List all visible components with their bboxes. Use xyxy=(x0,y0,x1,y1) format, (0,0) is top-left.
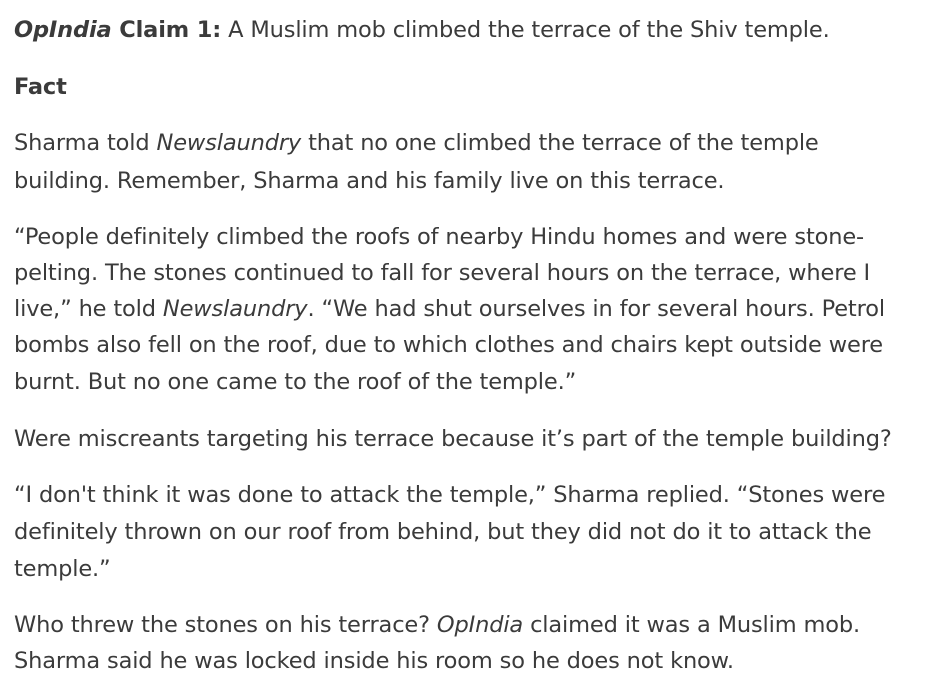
paragraph-4-line-2: definitely thrown on our roof from behind, but they did not do it to attack the xyxy=(14,519,872,545)
claim-label: Claim 1: xyxy=(111,17,222,43)
paragraph-2-line-1: “People definitely climbed the roofs of nearby Hindu homes and were stone- xyxy=(14,224,864,250)
paragraph-2-line-3 xyxy=(14,294,885,324)
publication-name: OpIndia xyxy=(436,612,524,638)
text-span: . “We had shut ourselves in for several hours. Petrol xyxy=(307,296,885,322)
paragraph-2-line-4: bombs also fell on the roof, due to which clothes and chairs kept outside were xyxy=(14,332,883,358)
publication-name: Newslaundry xyxy=(162,296,308,322)
paragraph-2-line-5: burnt. But no one came to the roof of the temple.” xyxy=(14,369,577,395)
paragraph-5-line-2: Sharma said he was locked inside his room so he does not know. xyxy=(14,648,734,674)
text-span: Sharma told xyxy=(14,130,157,156)
paragraph-2-line-2: pelting. The stones continued to fall for several hours on the terrace, where I xyxy=(14,260,870,286)
text-span: Who threw the stones on his terrace? xyxy=(14,612,437,638)
text-span: that no one climbed the terrace of the temple xyxy=(301,130,819,156)
fact-heading: Fact xyxy=(14,74,67,100)
paragraph-3-line-1: Were miscreants targeting his terrace because it’s part of the temple building? xyxy=(14,426,892,452)
paragraph-5-line-1 xyxy=(14,610,860,640)
paragraph-1-line-2: building. Remember, Sharma and his family live on this terrace. xyxy=(14,168,725,194)
paragraph-4-line-3: temple.” xyxy=(14,556,111,582)
claim-source: OpIndia xyxy=(14,17,112,43)
publication-name: Newslaundry xyxy=(156,130,302,156)
paragraph-4-line-1: “I don't think it was done to attack the temple,” Sharma replied. “Stones were xyxy=(14,482,886,508)
paragraph-1-line-1 xyxy=(14,128,819,158)
text-span: claimed it was a Muslim mob. xyxy=(523,612,861,638)
claim-text: A Muslim mob climbed the terrace of the Shiv temple. xyxy=(221,17,830,43)
claim-line xyxy=(14,15,830,45)
text-span: live,” he told xyxy=(14,296,163,322)
